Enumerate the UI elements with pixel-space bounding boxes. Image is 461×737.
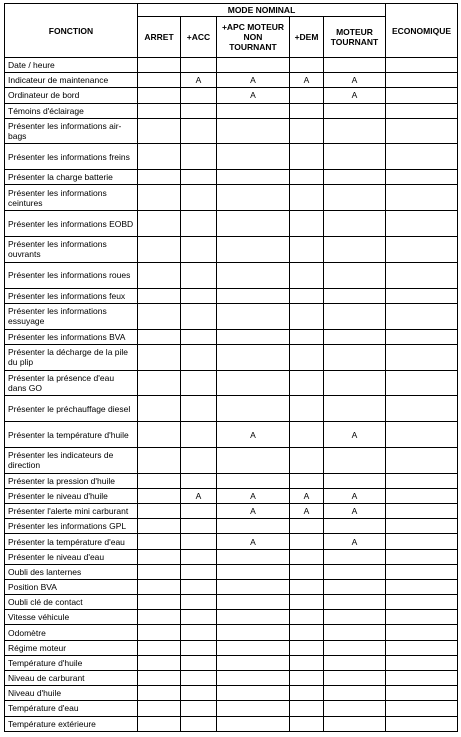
mode-cell (324, 686, 386, 701)
table-row (5, 73, 458, 88)
mode-cell (138, 701, 181, 716)
mode-cell (181, 303, 217, 329)
function-label: Oubli des lanternes (5, 564, 138, 579)
mode-cell (138, 534, 181, 549)
function-label: Présenter les informations roues (5, 262, 138, 288)
function-label: Présenter les informations EOBD (5, 211, 138, 237)
mode-cell (181, 686, 217, 701)
function-label: Présenter la décharge de la pile du plip (5, 344, 138, 370)
mode-cell (324, 595, 386, 610)
mode-cell (217, 144, 290, 170)
function-label: Position BVA (5, 579, 138, 594)
table-row (5, 473, 458, 488)
mode-cell (324, 564, 386, 579)
mode-cell (290, 396, 324, 422)
mode-cell (386, 103, 458, 118)
mode-cell (290, 303, 324, 329)
table-body (5, 58, 458, 732)
table-row (5, 595, 458, 610)
mode-cell (138, 504, 181, 519)
mode-cell (181, 447, 217, 473)
table-row (5, 396, 458, 422)
mode-cell (290, 422, 324, 448)
mode-cell (386, 396, 458, 422)
mode-cell (386, 58, 458, 73)
function-label: Régime moteur (5, 640, 138, 655)
mode-cell: A (324, 422, 386, 448)
function-label: Vitesse véhicule (5, 610, 138, 625)
mode-cell (138, 655, 181, 670)
mode-cell (138, 58, 181, 73)
function-label: Température d'eau (5, 701, 138, 716)
mode-cell (181, 103, 217, 118)
function-label: Température d'huile (5, 655, 138, 670)
mode-cell (386, 73, 458, 88)
mode-cell (386, 671, 458, 686)
mode-cell: A (217, 534, 290, 549)
function-label: Témoins d'éclairage (5, 103, 138, 118)
function-mode-table (4, 3, 458, 732)
mode-cell: A (290, 488, 324, 503)
table-row (5, 288, 458, 303)
table-row (5, 88, 458, 103)
table-row (5, 625, 458, 640)
table-row (5, 303, 458, 329)
mode-cell (386, 610, 458, 625)
mode-cell (290, 344, 324, 370)
mode-cell: A (290, 73, 324, 88)
mode-cell (324, 185, 386, 211)
mode-cell (386, 118, 458, 144)
mode-cell (181, 396, 217, 422)
function-label: Présenter la pression d'huile (5, 473, 138, 488)
mode-cell (386, 237, 458, 263)
mode-cell (217, 103, 290, 118)
mode-cell (324, 473, 386, 488)
table-row (5, 564, 458, 579)
function-label: Présenter la température d'huile (5, 422, 138, 448)
mode-cell (217, 625, 290, 640)
table-row (5, 655, 458, 670)
mode-cell (324, 396, 386, 422)
table-row (5, 488, 458, 503)
mode-cell (290, 370, 324, 396)
mode-cell (386, 579, 458, 594)
mode-cell (217, 701, 290, 716)
table-row (5, 671, 458, 686)
table-row (5, 686, 458, 701)
mode-nominal-header: MODE NOMINAL (138, 4, 386, 17)
mode-cell (324, 519, 386, 534)
mode-cell (181, 422, 217, 448)
mode-cell: A (217, 88, 290, 103)
mode-cell (386, 701, 458, 716)
mode-cell (181, 58, 217, 73)
mode-cell (138, 549, 181, 564)
mode-cell (217, 370, 290, 396)
function-label: Présenter la présence d'eau dans GO (5, 370, 138, 396)
mode-cell (386, 185, 458, 211)
mode-cell (181, 370, 217, 396)
mode-cell (138, 473, 181, 488)
mode-cell (217, 288, 290, 303)
mode-cell (290, 211, 324, 237)
mode-cell (181, 88, 217, 103)
table-row (5, 504, 458, 519)
mode-cell (386, 144, 458, 170)
mode-cell (181, 625, 217, 640)
mode-cell (324, 58, 386, 73)
mode-cell (181, 564, 217, 579)
mode-cell (181, 701, 217, 716)
mode-cell (217, 579, 290, 594)
mode-cell (138, 262, 181, 288)
table-row (5, 329, 458, 344)
mode-cell (138, 564, 181, 579)
mode-cell (217, 185, 290, 211)
mode-cell (217, 610, 290, 625)
mode-cell (138, 625, 181, 640)
mode-cell (138, 447, 181, 473)
table-row (5, 701, 458, 716)
function-label: Ordinateur de bord (5, 88, 138, 103)
function-label: Présenter les informations ouvrants (5, 237, 138, 263)
mode-cell (324, 288, 386, 303)
table-row (5, 237, 458, 263)
function-label: Présenter les informations essuyage (5, 303, 138, 329)
mode-cell (217, 671, 290, 686)
mode-cell (181, 671, 217, 686)
mode-cell (138, 303, 181, 329)
function-label: Oubli clé de contact (5, 595, 138, 610)
mode-cell (138, 370, 181, 396)
mode-cell (324, 237, 386, 263)
mode-cell (181, 185, 217, 211)
table-row (5, 370, 458, 396)
table-row (5, 262, 458, 288)
mode-cell (290, 237, 324, 263)
function-label: Présenter les indicateurs de direction (5, 447, 138, 473)
function-label: Présenter les informations freins (5, 144, 138, 170)
mode-cell: A (324, 88, 386, 103)
mode-cell (138, 344, 181, 370)
mode-cell: A (324, 73, 386, 88)
function-label: Présenter l'alerte mini carburant (5, 504, 138, 519)
function-label: Présenter les informations air-bags (5, 118, 138, 144)
mode-cell (217, 58, 290, 73)
table-row (5, 716, 458, 731)
table-row (5, 118, 458, 144)
table-row (5, 579, 458, 594)
mode-cell (217, 640, 290, 655)
table-row (5, 58, 458, 73)
function-label: Présenter les informations feux (5, 288, 138, 303)
mode-cell (217, 237, 290, 263)
mode-cell (138, 144, 181, 170)
mode-cell (324, 303, 386, 329)
mode-cell (181, 344, 217, 370)
mode-cell (290, 170, 324, 185)
mode-cell: A (290, 504, 324, 519)
function-label: Niveau d'huile (5, 686, 138, 701)
mode-cell (181, 288, 217, 303)
mode-cell (181, 519, 217, 534)
mode-cell (324, 610, 386, 625)
table-row (5, 447, 458, 473)
mode-cell (290, 671, 324, 686)
mode-cell (386, 488, 458, 503)
economique-header: ECONOMIQUE (386, 4, 458, 58)
mode-cell (290, 58, 324, 73)
mode-cell (138, 671, 181, 686)
mode-cell (324, 640, 386, 655)
mode-cell (290, 625, 324, 640)
mode-cell (386, 549, 458, 564)
mode-cell (138, 422, 181, 448)
mode-cell (138, 185, 181, 211)
mode-cell (138, 686, 181, 701)
mode-cell (181, 237, 217, 263)
mode-cell (386, 473, 458, 488)
function-label: Indicateur de maintenance (5, 73, 138, 88)
mode-cell (217, 170, 290, 185)
mode-cell: A (324, 488, 386, 503)
mode-cell (138, 237, 181, 263)
mode-cell (290, 716, 324, 731)
mode-cell (138, 211, 181, 237)
mode-cell (290, 610, 324, 625)
mode-cell (386, 564, 458, 579)
table-row (5, 422, 458, 448)
mode-cell (386, 422, 458, 448)
mode-cell (217, 344, 290, 370)
mode-cell (181, 144, 217, 170)
mode-cell (138, 329, 181, 344)
mode-cell (181, 716, 217, 731)
mode-cell (181, 549, 217, 564)
mode-cell (217, 473, 290, 488)
table-row (5, 185, 458, 211)
table-row (5, 211, 458, 237)
mode-cell (181, 473, 217, 488)
mode-cell (324, 262, 386, 288)
mode-cell (290, 118, 324, 144)
subhead-apc: +APC MOTEUR NON TOURNANT (217, 17, 290, 58)
mode-cell (386, 519, 458, 534)
mode-cell (290, 640, 324, 655)
mode-cell (324, 549, 386, 564)
mode-cell (217, 262, 290, 288)
subhead-dem: +DEM (290, 17, 324, 58)
mode-cell (217, 118, 290, 144)
mode-cell: A (181, 488, 217, 503)
mode-cell (138, 288, 181, 303)
table-row (5, 640, 458, 655)
mode-cell (290, 88, 324, 103)
mode-cell (386, 640, 458, 655)
mode-cell: A (181, 73, 217, 88)
mode-cell (181, 118, 217, 144)
function-label: Présenter les informations ceintures (5, 185, 138, 211)
mode-cell (290, 564, 324, 579)
mode-cell (138, 610, 181, 625)
function-label: Présenter les informations GPL (5, 519, 138, 534)
mode-cell (324, 447, 386, 473)
function-label: Température extérieure (5, 716, 138, 731)
function-label: Odomètre (5, 625, 138, 640)
function-label: Présenter le niveau d'eau (5, 549, 138, 564)
table-row (5, 610, 458, 625)
mode-cell (138, 488, 181, 503)
function-label: Présenter les informations BVA (5, 329, 138, 344)
mode-cell (138, 73, 181, 88)
mode-cell (386, 262, 458, 288)
mode-cell (181, 329, 217, 344)
mode-cell (290, 473, 324, 488)
mode-cell (181, 534, 217, 549)
mode-cell (138, 595, 181, 610)
mode-cell (290, 144, 324, 170)
mode-cell (290, 549, 324, 564)
mode-cell (181, 262, 217, 288)
mode-cell (217, 549, 290, 564)
function-label: Présenter la charge batterie (5, 170, 138, 185)
table-row (5, 103, 458, 118)
mode-cell (217, 519, 290, 534)
mode-cell: A (217, 488, 290, 503)
mode-cell (217, 396, 290, 422)
mode-cell (290, 701, 324, 716)
subhead-moteur-tournant: MOTEUR TOURNANT (324, 17, 386, 58)
mode-cell (324, 211, 386, 237)
table-row (5, 170, 458, 185)
mode-cell (324, 170, 386, 185)
table-row (5, 534, 458, 549)
mode-cell (290, 103, 324, 118)
mode-cell (181, 655, 217, 670)
mode-cell (138, 88, 181, 103)
mode-cell (217, 595, 290, 610)
mode-cell (386, 370, 458, 396)
mode-cell (386, 344, 458, 370)
mode-cell (138, 170, 181, 185)
mode-cell (324, 370, 386, 396)
mode-cell (181, 640, 217, 655)
mode-cell (386, 595, 458, 610)
mode-cell (181, 595, 217, 610)
mode-cell (386, 211, 458, 237)
mode-cell (324, 716, 386, 731)
mode-cell: A (217, 73, 290, 88)
mode-cell (386, 686, 458, 701)
mode-cell: A (324, 504, 386, 519)
mode-cell (181, 610, 217, 625)
table-row (5, 144, 458, 170)
mode-cell (290, 655, 324, 670)
mode-cell (290, 579, 324, 594)
mode-cell (290, 519, 324, 534)
mode-cell (386, 447, 458, 473)
mode-cell (290, 288, 324, 303)
mode-cell (138, 103, 181, 118)
mode-cell (386, 716, 458, 731)
mode-cell (217, 655, 290, 670)
subhead-arret: ARRET (138, 17, 181, 58)
function-label: Présenter le niveau d'huile (5, 488, 138, 503)
function-label: Présenter la température d'eau (5, 534, 138, 549)
subhead-acc: +ACC (181, 17, 217, 58)
mode-cell (386, 170, 458, 185)
table-row (5, 344, 458, 370)
mode-cell (138, 579, 181, 594)
mode-cell (290, 262, 324, 288)
mode-cell (138, 519, 181, 534)
mode-cell (386, 329, 458, 344)
function-label: Présenter le préchauffage diesel (5, 396, 138, 422)
mode-cell (324, 144, 386, 170)
table-row (5, 519, 458, 534)
mode-cell (138, 118, 181, 144)
mode-cell (324, 671, 386, 686)
mode-cell (324, 625, 386, 640)
mode-cell (324, 701, 386, 716)
mode-cell (181, 579, 217, 594)
table-row (5, 549, 458, 564)
mode-cell (217, 329, 290, 344)
fonction-header: FONCTION (5, 4, 138, 58)
mode-cell (290, 534, 324, 549)
function-label: Niveau de carburant (5, 671, 138, 686)
mode-cell (324, 579, 386, 594)
mode-cell (290, 185, 324, 211)
mode-cell (138, 640, 181, 655)
mode-cell (290, 447, 324, 473)
mode-cell (217, 564, 290, 579)
mode-cell (324, 329, 386, 344)
mode-cell (217, 716, 290, 731)
mode-cell (181, 170, 217, 185)
mode-cell (324, 344, 386, 370)
mode-cell (324, 118, 386, 144)
mode-cell (386, 625, 458, 640)
mode-cell (386, 288, 458, 303)
function-label: Date / heure (5, 58, 138, 73)
mode-cell (217, 686, 290, 701)
mode-cell (217, 447, 290, 473)
mode-cell (181, 504, 217, 519)
mode-cell (181, 211, 217, 237)
mode-cell (386, 655, 458, 670)
mode-cell (290, 329, 324, 344)
mode-cell (138, 716, 181, 731)
mode-cell (290, 595, 324, 610)
mode-cell (138, 396, 181, 422)
mode-cell (217, 211, 290, 237)
mode-cell (386, 534, 458, 549)
mode-cell: A (217, 504, 290, 519)
mode-cell (386, 504, 458, 519)
mode-cell (290, 686, 324, 701)
mode-cell (324, 655, 386, 670)
mode-cell (386, 88, 458, 103)
mode-cell (217, 303, 290, 329)
mode-cell: A (324, 534, 386, 549)
mode-cell (324, 103, 386, 118)
mode-cell (386, 303, 458, 329)
mode-cell: A (217, 422, 290, 448)
